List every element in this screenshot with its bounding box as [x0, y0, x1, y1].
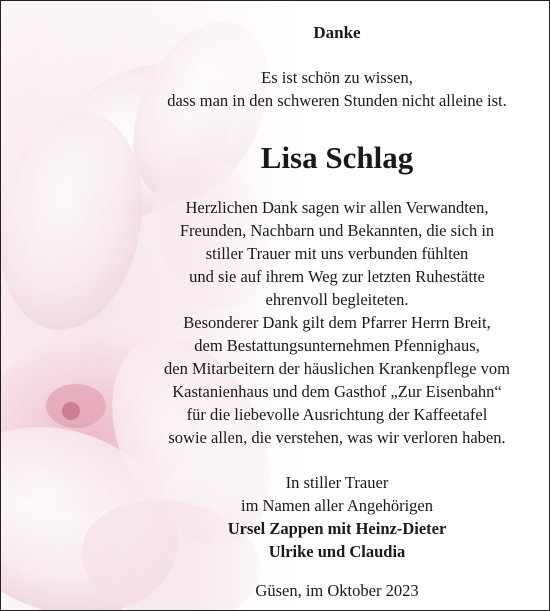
body-line: ehrenvoll begleiteten.: [265, 290, 409, 309]
intro-line: Es ist schön zu wissen,: [261, 68, 413, 87]
body-line: Herzlichen Dank sagen wir allen Verwandten,: [185, 198, 489, 217]
closing-line: In stiller Trauer: [285, 473, 389, 492]
place-date: Güsen, im Oktober 2023: [255, 581, 419, 600]
body-line: dem Bestattungsunternehmen Pfennighaus,: [194, 336, 480, 355]
body-line: und sie auf ihrem Weg zur letzten Ruhestätte: [189, 267, 485, 286]
body-line: für die liebevolle Ausrichtung der Kaffeetafel: [186, 405, 488, 424]
signatory-line: Ursel Zappen mit Heinz-Dieter: [227, 519, 447, 538]
deceased-name: Lisa Schlag: [260, 140, 414, 175]
body-line: Kastanienhaus und dem Gasthof „Zur Eisenbahn“: [172, 382, 502, 401]
body-line: Besonderer Dank gilt dem Pfarrer Herrn Breit,: [183, 313, 491, 332]
body-line: sowie allen, die verstehen, was wir verloren haben.: [168, 428, 506, 447]
body-line: stiller Trauer mit uns verbunden fühlten: [205, 244, 469, 263]
heading: Danke: [313, 23, 361, 42]
body-line: Freunden, Nachbarn und Bekannten, die sich in: [179, 221, 495, 240]
intro-line: dass man in den schweren Stunden nicht alleine ist.: [167, 91, 507, 110]
signatory-line: Ulrike und Claudia: [268, 542, 406, 561]
closing-line: im Namen aller Angehörigen: [241, 496, 433, 515]
body-line: den Mitarbeitern der häuslichen Krankenpflege vom: [164, 359, 510, 378]
